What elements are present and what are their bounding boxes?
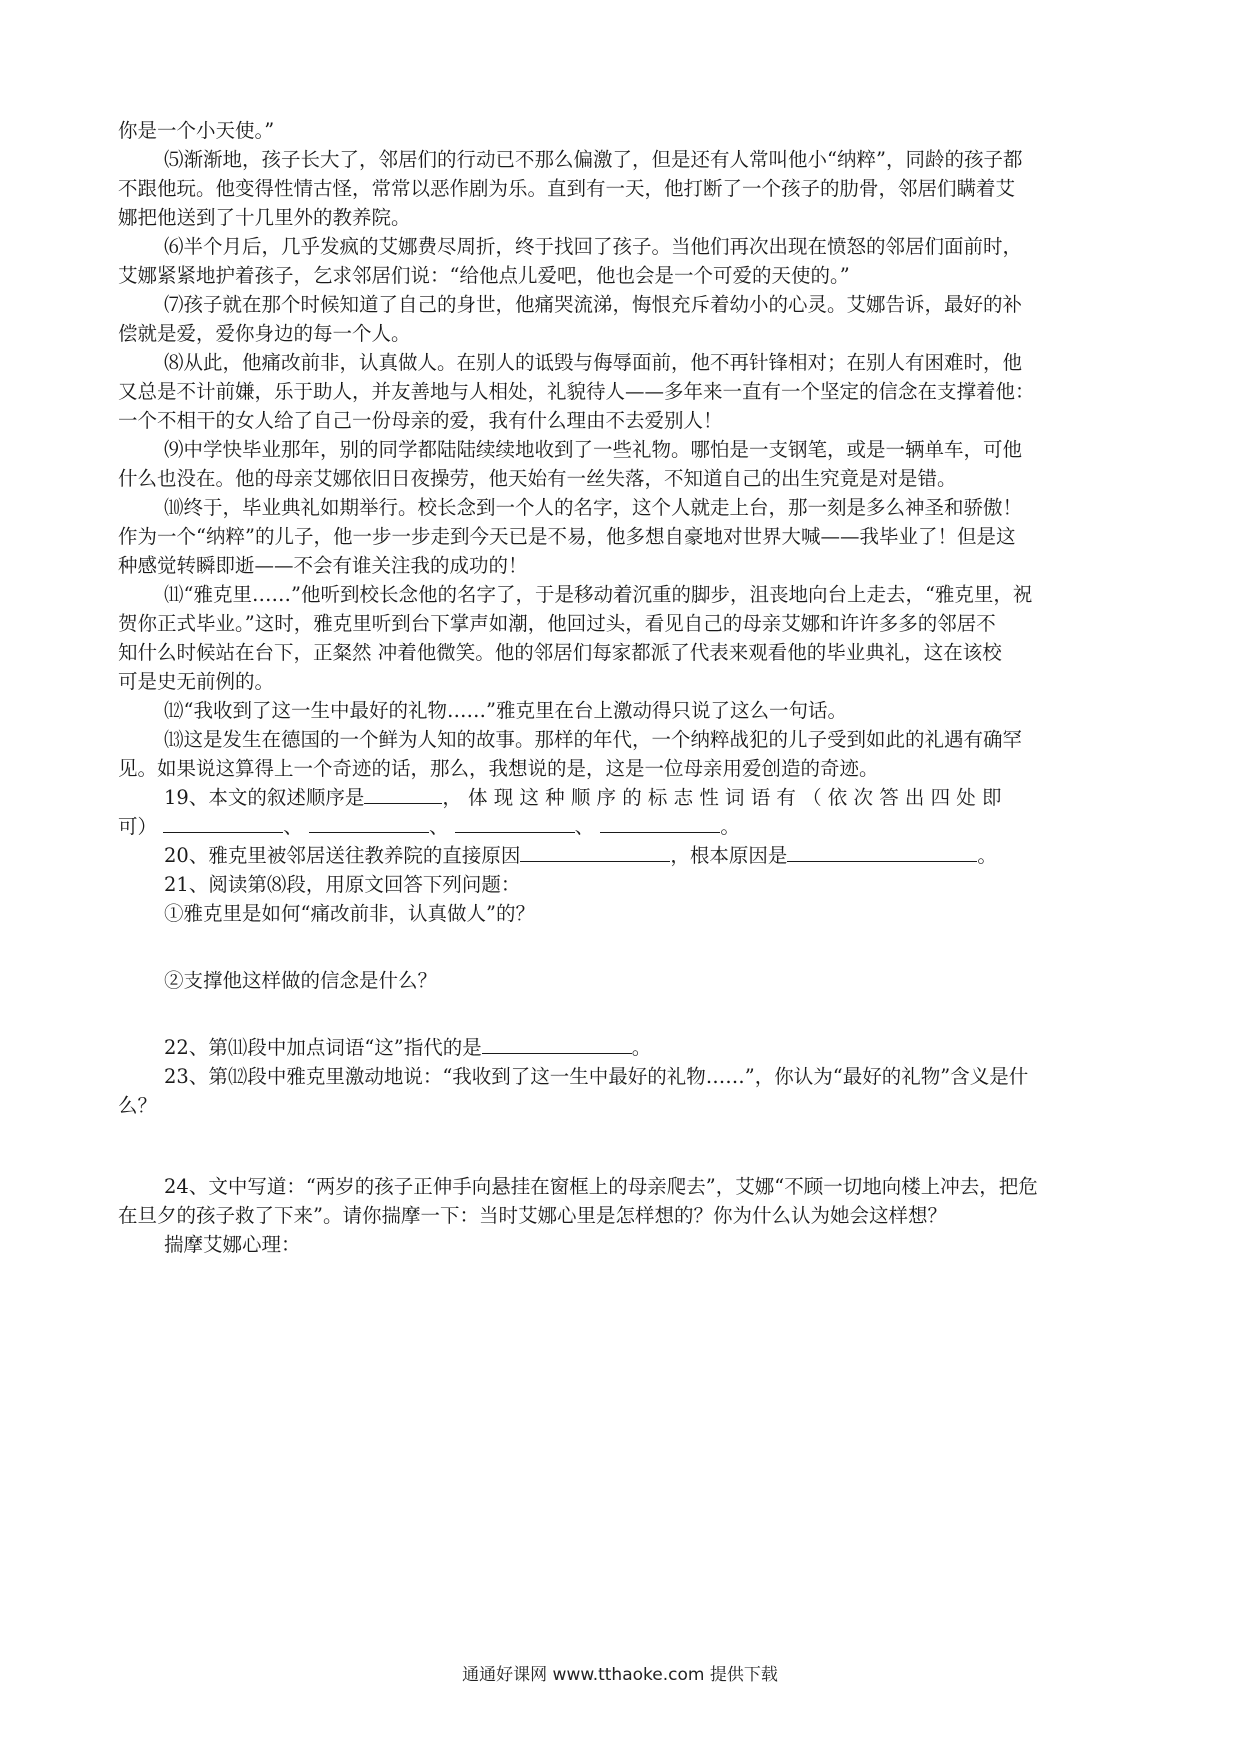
answer-space-21-2[interactable]	[118, 995, 1128, 1033]
paragraph-9-line2: 什么也没在。他的母亲艾娜依旧日夜操劳，他天始有一丝失落，不知道自己的出生究竟是对是错。	[118, 467, 957, 490]
paragraph-12-line1: ⑿“我收到了这一生中最好的礼物……”雅克里在台上激动得只说了这么一句话。	[164, 699, 847, 722]
answer-space-23[interactable]	[118, 1120, 1128, 1172]
paragraph-11-line3: 知什么时候站在台下，正粲然 冲着他微笑。他的邻居们每家都派了代表来观看他的毕业典礼，这在该校	[118, 641, 1002, 664]
paragraph-11-line4: 可是史无前例的。	[118, 670, 275, 693]
answer-blank-19-word3[interactable]	[455, 813, 575, 833]
paragraph-10-line3: 种感觉转瞬即逝——不会有谁关注我的成功的！	[118, 554, 528, 577]
question-23-line1: 23、第⑿段中雅克里激动地说：“我收到了这一生中最好的礼物……”，你认为“最好的礼物”含义是什	[164, 1065, 1029, 1088]
paragraph-11-line1: ⑾“雅克里……”他听到校长念他的名字了，于是移动着沉重的脚步，沮丧地向台上走去，“雅克里，祝	[164, 583, 1033, 606]
answer-space-21-1[interactable]	[118, 928, 1128, 966]
paragraph-11-line2: 贺你正式毕业。”这时，雅克里听到台下掌声如潮，他回过头，看见自己的母亲艾娜和许许多多的邻居不	[118, 612, 996, 635]
paragraph-8-line2: 又总是不计前嫌，乐于助人，并友善地与人相处，礼貌待人——多年来一直有一个坚定的信念在支撑着他：	[118, 380, 1035, 403]
question-20: 20、雅克里被邻居送往教养院的直接原因 ，根本原因是 。	[164, 844, 997, 867]
paragraph-5-line1: ⑸渐渐地，孩子长大了，邻居们的行动已不那么偏激了，但是还有人常叫他小“纳粹”，同龄的孩子都	[164, 148, 1023, 171]
answer-blank-22[interactable]	[482, 1034, 632, 1054]
paragraph-8-line1: ⑻从此，他痛改前非，认真做人。在别人的诋毁与侮辱面前，他不再针锋相对；在别人有困难时，他	[164, 351, 1023, 374]
paragraph-10-line1: ⑽终于，毕业典礼如期举行。校长念到一个人的名字，这个人就走上台，那一刻是多么神圣和骄傲！	[164, 496, 1023, 519]
question-21-part2: ②支撑他这样做的信念是什么？	[164, 969, 438, 992]
question-24-prompt: 揣摩艾娜心理：	[164, 1233, 301, 1256]
paragraph-4-tail: 你是一个小天使。”	[118, 119, 275, 142]
paragraph-10-line2: 作为一个“纳粹”的儿子，他一步一步走到今天已是不易，他多想自豪地对世界大喊——我毕业了！但是这	[118, 525, 1016, 548]
answer-blank-20-direct[interactable]	[520, 842, 670, 862]
paragraph-13-line2: 见。如果说这算得上一个奇迹的话，那么，我想说的是，这是一位母亲用爱创造的奇迹。	[118, 757, 879, 780]
page-footer: 通通好课网 www.tthaoke.com 提供下载	[462, 1665, 778, 1685]
answer-blank-19-word4[interactable]	[600, 813, 720, 833]
question-21: 21、阅读第⑻段，用原文回答下列问题：	[164, 873, 521, 896]
document-page	[118, 116, 1128, 1259]
answer-blank-19-order[interactable]	[364, 784, 442, 804]
paragraph-6-line2: 艾娜紧紧地护着孩子，乞求邻居们说：“给他点儿爱吧，他也会是一个可爱的天使的。”	[118, 264, 850, 287]
paragraph-13-line1: ⒀这是发生在德国的一个鲜为人知的故事。那样的年代，一个纳粹战犯的儿子受到如此的礼遇有确罕	[164, 728, 1023, 751]
paragraph-6-line1: ⑹半个月后，几乎发疯的艾娜费尽周折，终于找回了孩子。当他们再次出现在愤怒的邻居们面前时，	[164, 235, 1023, 258]
question-23-line2: 么？	[118, 1094, 158, 1117]
paragraph-8-line3: 一个不相干的女人给了自己一份母亲的爱，我有什么理由不去爱别人！	[118, 409, 723, 432]
paragraph-7-line1: ⑺孩子就在那个时候知道了自己的身世，他痛哭流涕，悔恨充斥着幼小的心灵。艾娜告诉，最好的补	[164, 293, 1023, 316]
question-24-line2: 在旦夕的孩子救了下来”。请你揣摩一下：当时艾娜心里是怎样想的？你为什么认为她会这样想？	[118, 1204, 947, 1227]
question-24-line1: 24、文中写道：“两岁的孩子正伸手向悬挂在窗框上的母亲爬去”，艾娜“不顾一切地向楼上冲去，把危	[164, 1175, 1038, 1198]
answer-blank-20-root[interactable]	[787, 842, 977, 862]
question-21-part1: ①雅克里是如何“痛改前非，认真做人”的？	[164, 902, 535, 925]
paragraph-9-line1: ⑼中学快毕业那年，别的同学都陆陆续续地收到了一些礼物。哪怕是一支钢笔，或是一辆单车，可他	[164, 438, 1023, 461]
question-19: 19、本文的叙述顺序是 ， 体 现 这 种 顺 序 的 标 志 性 词 语 有 （ 依 次 答 出 四 处 即	[164, 786, 1002, 809]
question-22: 22、第⑾段中加点词语“这”指代的是 。	[164, 1036, 652, 1059]
paragraph-7-line2: 偿就是爱，爱你身边的每一个人。	[118, 322, 411, 345]
paragraph-5-line2: 不跟他玩。他变得性情古怪，常常以恶作剧为乐。直到有一天，他打断了一个孩子的肋骨，邻居们瞒着艾	[118, 177, 1016, 200]
answer-blank-19-word2[interactable]	[309, 813, 429, 833]
paragraph-5-line3: 娜把他送到了十几里外的教养院。	[118, 206, 411, 229]
answer-blank-19-word1[interactable]	[163, 813, 283, 833]
question-19-cont: 可） 、 、 、 。	[118, 815, 740, 838]
